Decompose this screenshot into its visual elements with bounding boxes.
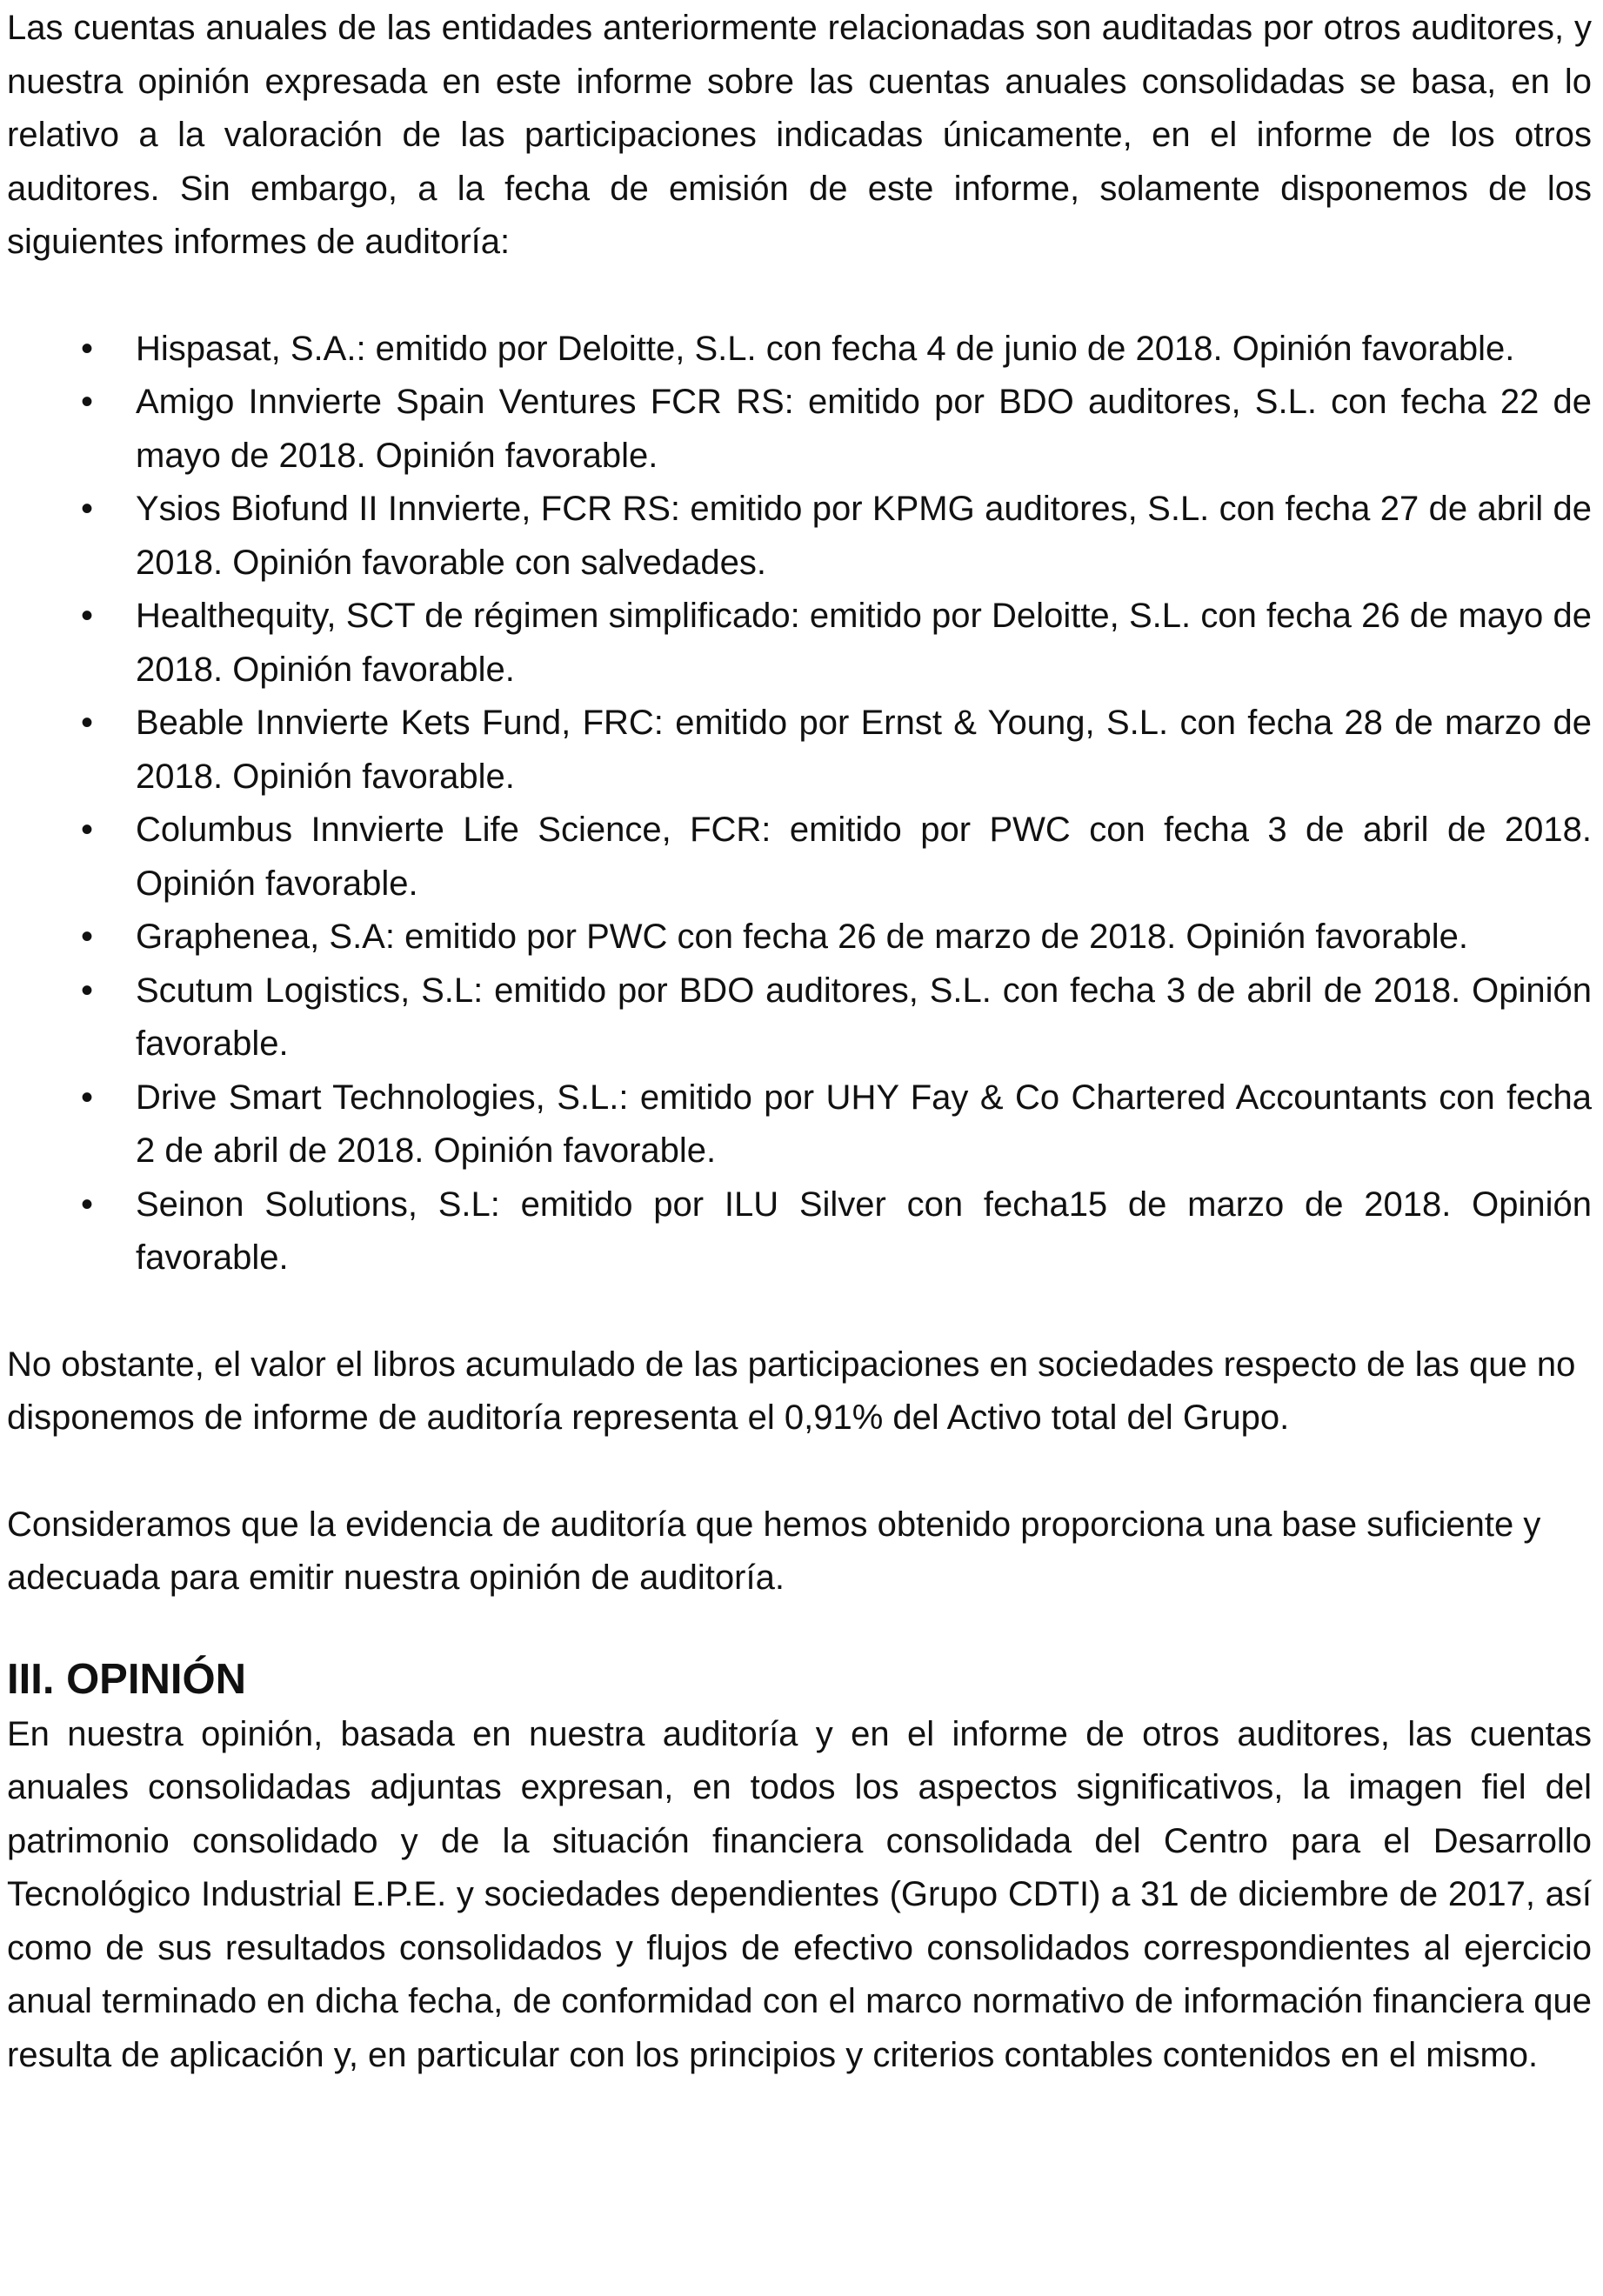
intro-paragraph: Las cuentas anuales de las entidades anteriormente relacionadas son auditadas por otros auditores, y nuestra opinión expresada en este informe sobre las cuentas anuales consolidadas se basa, en lo relativo a la valoración de las participaciones indicadas únicamente, en el informe de los otros auditores. Sin embargo, a la fecha de emisión de este informe, solamente disponemos de los siguientes informes de auditoría:: [7, 9, 1592, 261]
list-item-text: Columbus Innvierte Life Science, FCR: emitido por PWC con fecha 3 de abril de 2018. Opinión favorable.: [136, 811, 1592, 903]
list-item-text: Scutum Logistics, S.L: emitido por BDO auditores, S.L. con fecha 3 de abril de 2018. Opinión favorable.: [136, 971, 1592, 1063]
opinion-paragraph: En nuestra opinión, basada en nuestra auditoría y en el informe de otros auditores, las cuentas anuales consolidadas adjuntas expresan, en todos los aspectos significativos, la imagen fiel del patrimonio consolidado y de la situación financiera consolidada del Centro para el Desarrollo Tecnológico Industrial E.P.E. y sociedades dependientes (Grupo CDTI) a 31 de diciembre de 2017, así como de sus resultados consolidados y flujos de efectivo consolidados correspondientes al ejercicio anual terminado en dicha fecha, de conformidad con el marco normativo de información financiera que resulta de aplicación y, en particular con los principios y criterios contables contenidos en el mismo.: [7, 1714, 1592, 2074]
list-item: [7, 964, 1592, 1071]
list-item: [7, 1178, 1592, 1285]
bullet-icon: •: [81, 971, 94, 1010]
bullet-icon: •: [81, 1078, 94, 1117]
list-item-text: Healthequity, SCT de régimen simplificado: emitido por Deloitte, S.L. con fecha 26 de mayo de 2018. Opinión favorable.: [136, 597, 1592, 689]
list-item-text: Ysios Biofund II Innvierte, FCR RS: emitido por KPMG auditores, S.L. con fecha 27 de abril de 2018. Opinión favorable con salvedades.: [136, 490, 1592, 582]
list-item-text: Drive Smart Technologies, S.L.: emitido por UHY Fay & Co Chartered Accountants con fecha 2 de abril de 2018. Opinión favorable.: [136, 1078, 1592, 1170]
list-item-text: Amigo Innvierte Spain Ventures FCR RS: emitido por BDO auditores, S.L. con fecha 22 de mayo de 2018. Opinión favorable.: [136, 383, 1592, 475]
bullet-icon: •: [81, 597, 94, 635]
bullet-icon: •: [81, 490, 94, 528]
bullet-icon: •: [81, 704, 94, 742]
book-value-paragraph: No obstante, el valor el libros acumulado de las participaciones en sociedades respecto de las que no disponemos de informe de auditoría representa el 0,91% del Activo total del Grupo.: [7, 1345, 1576, 1437]
audit-reports-list: [7, 323, 1592, 1285]
list-item-text: Seinon Solutions, S.L: emitido por ILU Silver con fecha15 de marzo de 2018. Opinión favorable.: [136, 1185, 1592, 1277]
list-item: [7, 911, 1592, 964]
list-item: [7, 697, 1592, 804]
list-item-text: Graphenea, S.A: emitido por PWC con fecha 26 de marzo de 2018. Opinión favorable.: [136, 918, 1468, 956]
bullet-icon: •: [81, 918, 94, 956]
bullet-icon: •: [81, 329, 94, 368]
list-item: [7, 1071, 1592, 1178]
list-item: [7, 483, 1592, 590]
bullet-icon: •: [81, 811, 94, 849]
evidence-paragraph: Consideramos que la evidencia de auditoría que hemos obtenido proporciona una base suficiente y adecuada para emitir nuestra opinión de auditoría.: [7, 1505, 1541, 1597]
bullet-icon: •: [81, 383, 94, 421]
section-heading-opinion: III. OPINIÓN: [7, 1655, 246, 1703]
bullet-icon: •: [81, 1185, 94, 1224]
list-item-text: Beable Innvierte Kets Fund, FRC: emitido por Ernst & Young, S.L. con fecha 28 de marzo de 2018. Opinión favorable.: [136, 704, 1592, 796]
document-page: [7, 0, 1592, 2082]
list-item: [7, 590, 1592, 697]
list-item-text: Hispasat, S.A.: emitido por Deloitte, S.L. con fecha 4 de junio de 2018. Opinión favorable.: [136, 329, 1515, 368]
list-item: [7, 323, 1592, 377]
list-item: [7, 376, 1592, 483]
list-item: [7, 804, 1592, 911]
